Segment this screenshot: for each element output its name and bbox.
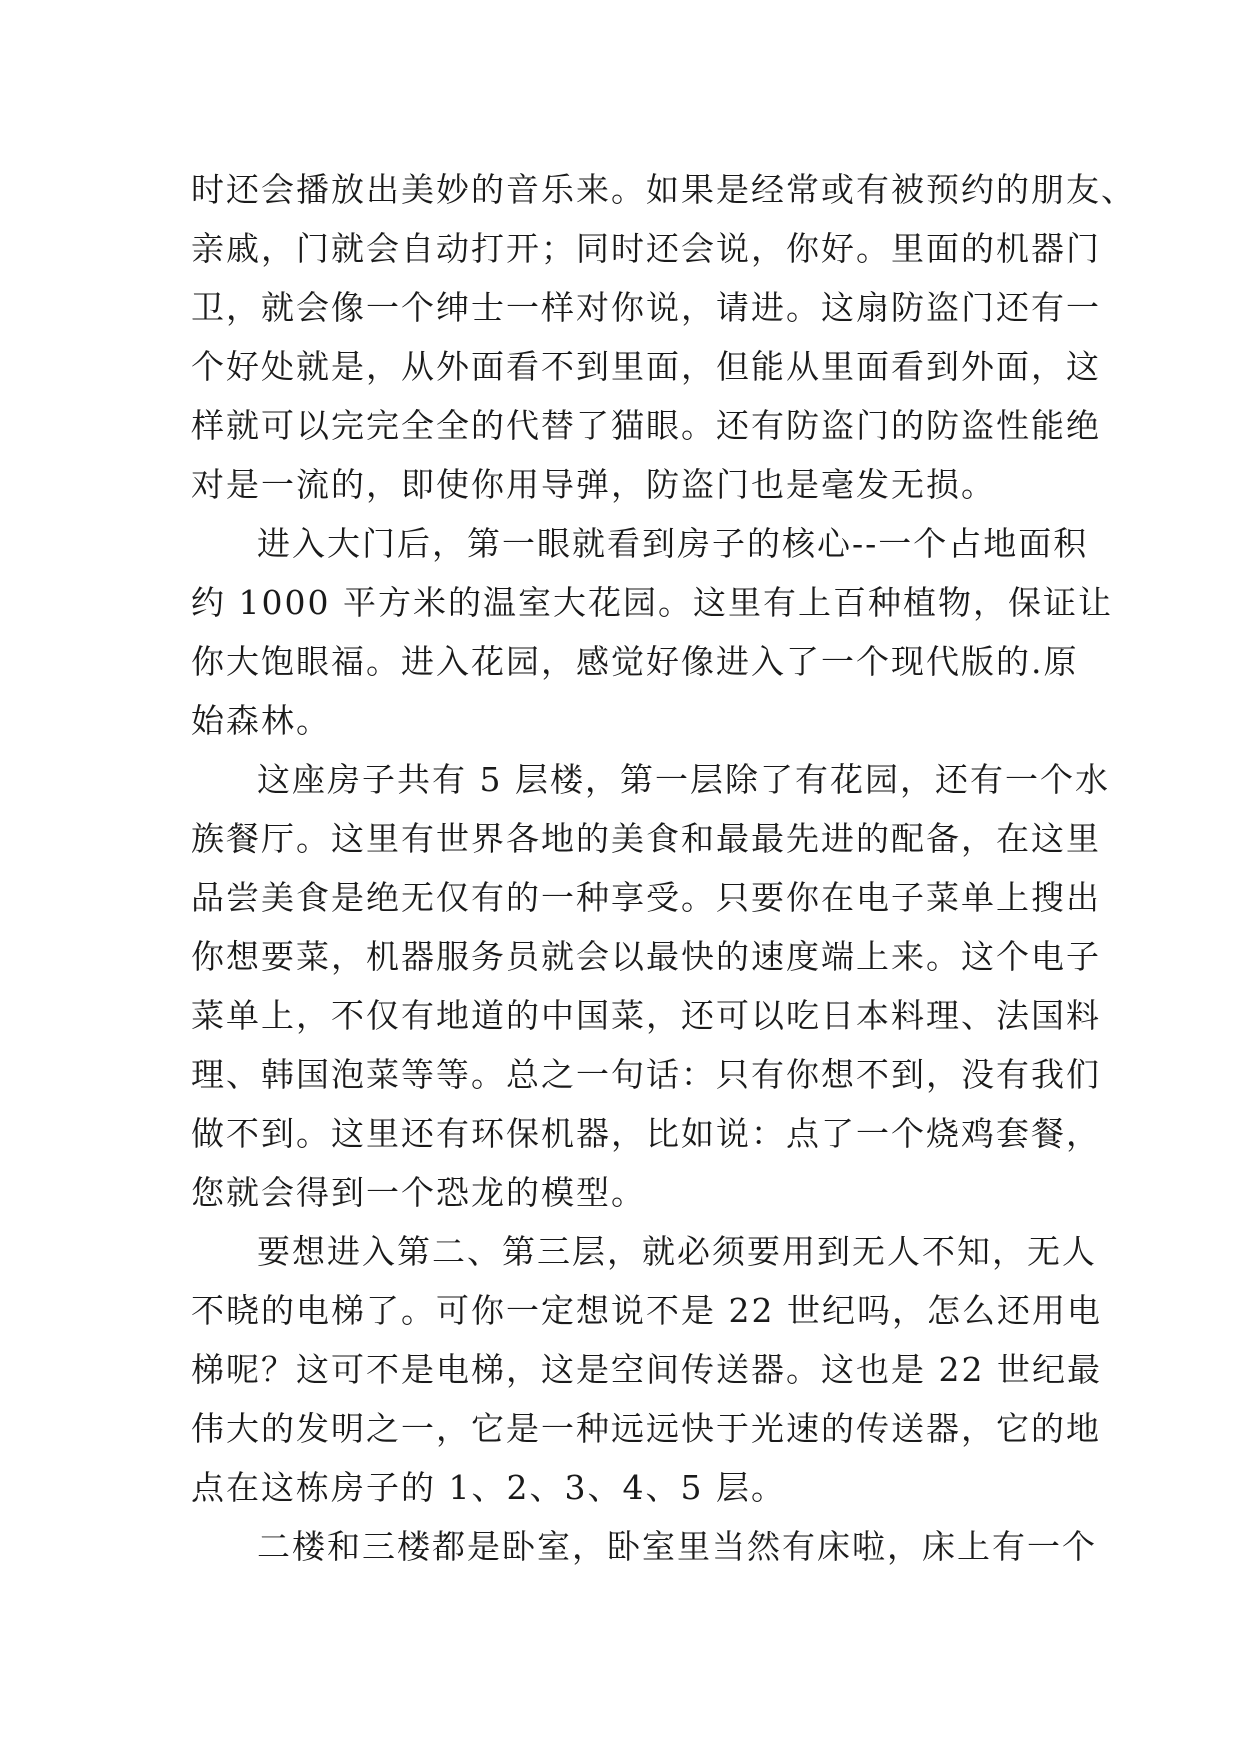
body-text [191, 160, 1136, 1576]
text-line: 样就可以完完全全的代替了猫眼。还有防盗门的防盗性能绝 [191, 406, 1101, 445]
paragraph-first-line: 二楼和三楼都是卧室，卧室里当然有床啦，床上有一个 [257, 1527, 1097, 1566]
text-line: 您就会得到一个恐龙的模型。 [191, 1173, 646, 1212]
text-line: 族餐厅。这里有世界各地的美食和最最先进的配备，在这里 [191, 819, 1101, 858]
text-line: 梯呢？这可不是电梯，这是空间传送器。这也是 22 世纪最 [191, 1350, 1102, 1389]
text-line: 你想要菜，机器服务员就会以最快的速度端上来。这个电子 [191, 937, 1101, 976]
text-line: 始森林。 [191, 701, 331, 740]
text-line: 伟大的发明之一，它是一种远远快于光速的传送器，它的地 [191, 1409, 1101, 1448]
text-line: 理、韩国泡菜等等。总之一句话：只有你想不到，没有我们 [191, 1055, 1101, 1094]
text-line: 菜单上，不仅有地道的中国菜，还可以吃日本料理、法国料 [191, 996, 1101, 1035]
text-line: 不晓的电梯了。可你一定想说不是 22 世纪吗，怎么还用电 [191, 1291, 1102, 1330]
paragraph-first-line: 要想进入第二、第三层，就必须要用到无人不知，无人 [257, 1232, 1097, 1271]
text-line: 时还会播放出美妙的音乐来。如果是经常或有被预约的朋友、 [191, 170, 1136, 209]
text-line: 卫，就会像一个绅士一样对你说，请进。这扇防盗门还有一 [191, 288, 1101, 327]
paragraph-first-line: 这座房子共有 5 层楼，第一层除了有花园，还有一个水 [257, 760, 1110, 799]
text-line: 做不到。这里还有环保机器，比如说：点了一个烧鸡套餐， [191, 1114, 1101, 1153]
text-line: 品尝美食是绝无仅有的一种享受。只要你在电子菜单上搜出 [191, 878, 1101, 917]
text-line: 个好处就是，从外面看不到里面，但能从里面看到外面，这 [191, 347, 1101, 386]
text-line: 约 1000 平方米的温室大花园。这里有上百种植物，保证让 [191, 583, 1113, 622]
text-line: 亲戚，门就会自动打开；同时还会说，你好。里面的机器门 [191, 229, 1101, 268]
text-line: 你大饱眼福。进入花园，感觉好像进入了一个现代版的.原 [191, 642, 1079, 681]
text-line: 点在这栋房子的 1、2、3、4、5 层。 [191, 1468, 786, 1507]
text-line: 对是一流的，即使你用导弹，防盗门也是毫发无损。 [191, 465, 996, 504]
paragraph-first-line: 进入大门后，第一眼就看到房子的核心--一个占地面积 [257, 524, 1089, 563]
